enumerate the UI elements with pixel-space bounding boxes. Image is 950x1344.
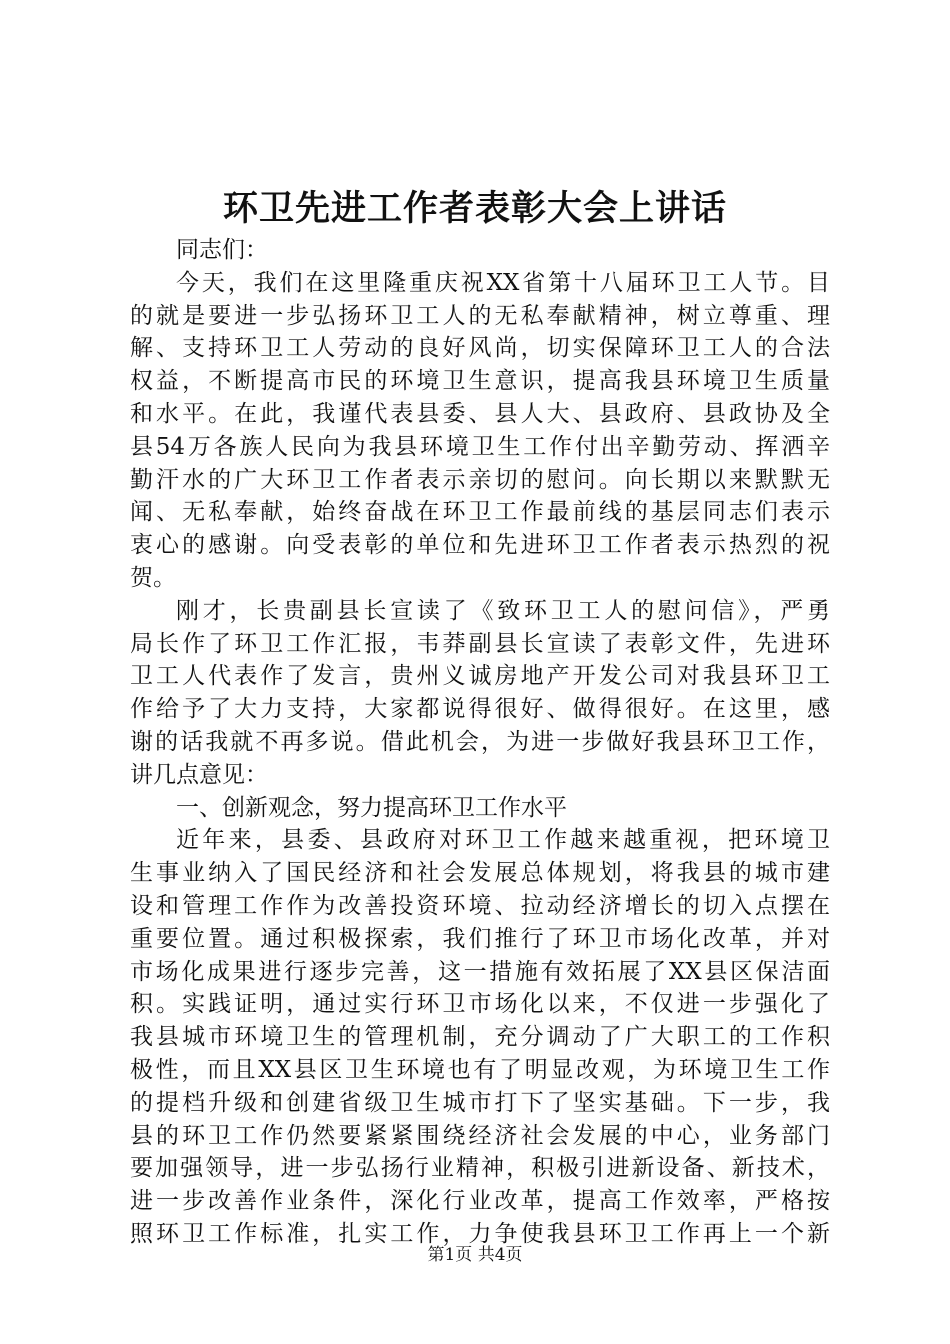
body-line: 权益，不断提高市民的环境卫生意识，提高我县环境卫生质量 (130, 368, 830, 395)
body-line: 今天，我们在这里隆重庆祝XX省第十八届环卫工人节。目 (176, 269, 830, 296)
body-line: 一、创新观念，努力提高环卫工作水平 (176, 794, 567, 821)
body-line: 同志们： (176, 237, 268, 263)
body-line: 积。实践证明，通过实行环卫市场化以来，不仅进一步强化了 (130, 991, 830, 1018)
body-line: 解、支持环卫工人劳动的良好风尚，切实保障环卫工人的合法 (130, 335, 830, 362)
body-line: 贺。 (130, 564, 176, 591)
body-line: 设和管理工作作为改善投资环境、拉动经济增长的切入点摆在 (130, 892, 830, 919)
body-line: 刚才，长贵副县长宣读了《致环卫工人的慰问信》，严勇 (176, 597, 830, 624)
document-body (130, 234, 830, 1251)
body-line: 要加强领导，进一步弘扬行业精神，积极引进新设备、新技术， (130, 1155, 830, 1182)
body-line: 局长作了环卫工作汇报，韦莽副县长宣读了表彰文件，先进环 (130, 630, 830, 657)
body-line: 勤汗水的广大环卫工作者表示亲切的慰问。向长期以来默默无 (130, 466, 830, 493)
body-line: 闻、无私奉献，始终奋战在环卫工作最前线的基层同志们表示 (130, 499, 830, 526)
body-line: 县54万各族人民向为我县环境卫生工作付出辛勤劳动、挥洒辛 (130, 433, 830, 460)
body-line: 和水平。在此，我谨代表县委、县人大、县政府、县政协及全 (130, 400, 830, 427)
body-line: 照环卫工作标准，扎实工作，力争使我县环卫工作再上一个新 (130, 1220, 830, 1247)
document-title: 环卫先进工作者表彰大会上讲话 (222, 188, 727, 229)
body-line: 近年来，县委、县政府对环卫工作越来越重视，把环境卫 (176, 827, 830, 854)
body-line: 卫工人代表作了发言，贵州义诚房地产开发公司对我县环卫工 (130, 663, 830, 690)
body-line: 谢的话我就不再多说。借此机会，为进一步做好我县环卫工作， (130, 728, 830, 755)
body-line: 衷心的感谢。向受表彰的单位和先进环卫工作者表示热烈的祝 (130, 532, 830, 559)
body-line: 的就是要进一步弘扬环卫工人的无私奉献精神，树立尊重、理 (130, 302, 830, 329)
body-line: 重要位置。通过积极探索，我们推行了环卫市场化改革，并对 (130, 925, 830, 952)
body-line: 我县城市环境卫生的管理机制，充分调动了广大职工的工作积 (130, 1024, 830, 1051)
body-line: 讲几点意见： (130, 761, 268, 788)
body-line: 县的环卫工作仍然要紧紧围绕经济社会发展的中心，业务部门 (130, 1122, 830, 1149)
body-line: 进一步改善作业条件，深化行业改革，提高工作效率，严格按 (130, 1188, 830, 1215)
body-line: 生事业纳入了国民经济和社会发展总体规划，将我县的城市建 (130, 860, 830, 887)
page-number: 第1页 共4页 (427, 1245, 523, 1265)
body-line: 极性，而且XX县区卫生环境也有了明显改观，为环境卫生工作 (130, 1056, 830, 1083)
body-line: 的提档升级和创建省级卫生城市打下了坚实基础。下一步，我 (130, 1089, 830, 1116)
body-line: 作给予了大力支持，大家都说得很好、做得很好。在这里，感 (130, 696, 830, 723)
body-line: 市场化成果进行逐步完善，这一措施有效拓展了XX县区保洁面 (130, 958, 830, 985)
